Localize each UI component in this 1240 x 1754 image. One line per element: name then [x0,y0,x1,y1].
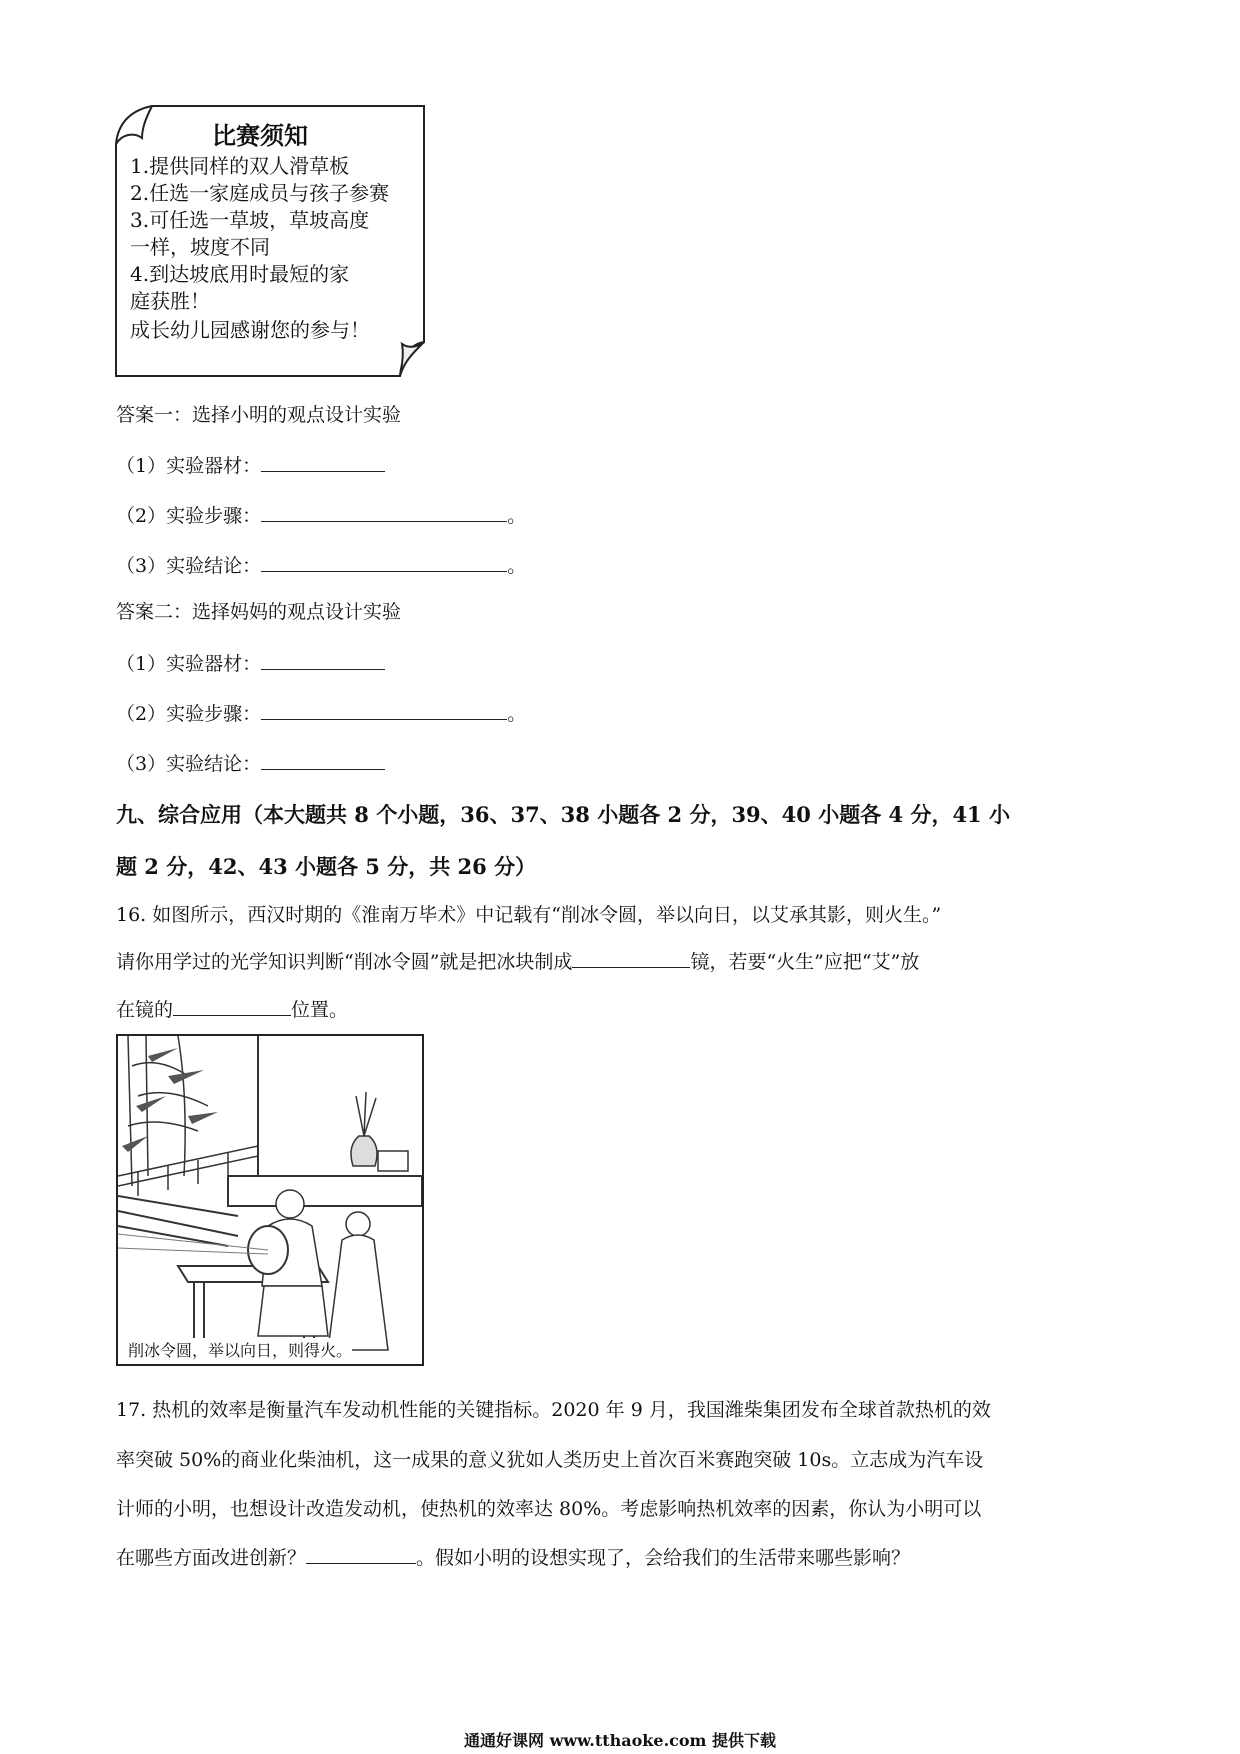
q16-line1: 16. 如图所示，西汉时期的《淮南万毕术》中记载有“削冰令圆，举以向日，以艾承其影，则火生。” [116,904,942,926]
notice-title: 比赛须知 [212,122,308,150]
q16-line2 [116,949,919,975]
plan2-conclusion-label: （3）实验结论： [116,753,262,775]
plan2-steps-end: 。 [507,703,527,725]
notice-line-5: 4.到达坡底用时最短的家 [130,262,350,286]
plan1-conclusion-blank[interactable] [261,553,507,572]
q16-line3 [116,997,348,1023]
q16-line2-a: 请你用学过的光学知识判断“削冰令圆”就是把冰块制成 [116,951,573,973]
plan1-steps-label: （2）实验步骤： [116,505,262,527]
plan2-materials-label: （1）实验器材： [116,653,262,675]
notice-line-2: 2.任选一家庭成员与孩子参赛 [130,181,390,205]
plan1-steps [116,503,526,528]
plan1-heading: 答案一：选择小明的观点设计实验 [116,404,402,426]
plan2-materials [116,651,385,676]
plan2-conclusion-blank[interactable] [261,751,385,770]
section9-heading-line2: 题 2 分，42、43 小题各 5 分，共 26 分） [116,854,537,879]
q16-line3-a: 在镜的 [116,999,174,1021]
q16-lens-blank[interactable] [572,949,690,968]
plan2-conclusion [116,751,385,776]
notice-line-4: 一样，坡度不同 [130,235,270,259]
illustration-drawing [118,1036,422,1364]
notice-box [112,104,430,382]
q16-position-blank[interactable] [173,997,291,1016]
q16-line3-b: 位置。 [291,999,349,1021]
q17-line4-a: 在哪些方面改进创新？ [116,1547,307,1569]
notice-line-1: 1.提供同样的双人滑草板 [130,154,350,178]
plan1-steps-end: 。 [507,505,527,527]
plan1-conclusion-end: 。 [507,555,527,577]
q17-innovation-blank[interactable] [306,1545,416,1564]
plan1-steps-blank[interactable] [261,503,507,522]
plan2-steps-label: （2）实验步骤： [116,703,262,725]
plan2-materials-blank[interactable] [261,651,385,670]
notice-line-7: 成长幼儿园感谢您的参与！ [130,318,370,342]
q16-line2-b: 镜，若要“火生”应把“艾”放 [690,951,920,973]
notice-line-3: 3.可任选一草坡，草坡高度 [130,208,370,232]
plan1-materials-label: （1）实验器材： [116,455,262,477]
illustration-caption: 削冰令圆，举以向日，则得火。 [128,1338,352,1361]
ancient-illustration [116,1034,424,1366]
q17-line1: 17. 热机的效率是衡量汽车发动机性能的关键指标。2020 年 9 月，我国潍柴集团发布全球首款热机的效 [116,1399,991,1421]
footer-source: 通通好课网 www.tthaoke.com 提供下载 [464,1731,777,1750]
plan1-conclusion [116,553,526,578]
plan2-steps [116,701,526,726]
q17-line4 [116,1545,910,1571]
q17-line2: 率突破 50%的商业化柴油机，这一成果的意义犹如人类历史上首次百米赛跑突破 10s。立志成为汽车设 [116,1449,984,1471]
plan1-materials-blank[interactable] [261,453,385,472]
plan1-conclusion-label: （3）实验结论： [116,555,262,577]
notice-line-6: 庭获胜！ [130,289,210,313]
q17-line3: 计师的小明，也想设计改造发动机，使热机的效率达 80%。考虑影响热机效率的因素，你认为小明可以 [116,1498,982,1520]
plan2-heading: 答案二：选择妈妈的观点设计实验 [116,601,402,623]
section9-heading-line1: 九、综合应用（本大题共 8 个小题，36、37、38 小题各 2 分，39、40 小题各 4 分，41 小 [116,802,1010,827]
q17-line4-b: 。假如小明的设想实现了，会给我们的生活带来哪些影响？ [416,1547,911,1569]
plan1-materials [116,453,385,478]
plan2-steps-blank[interactable] [261,701,507,720]
